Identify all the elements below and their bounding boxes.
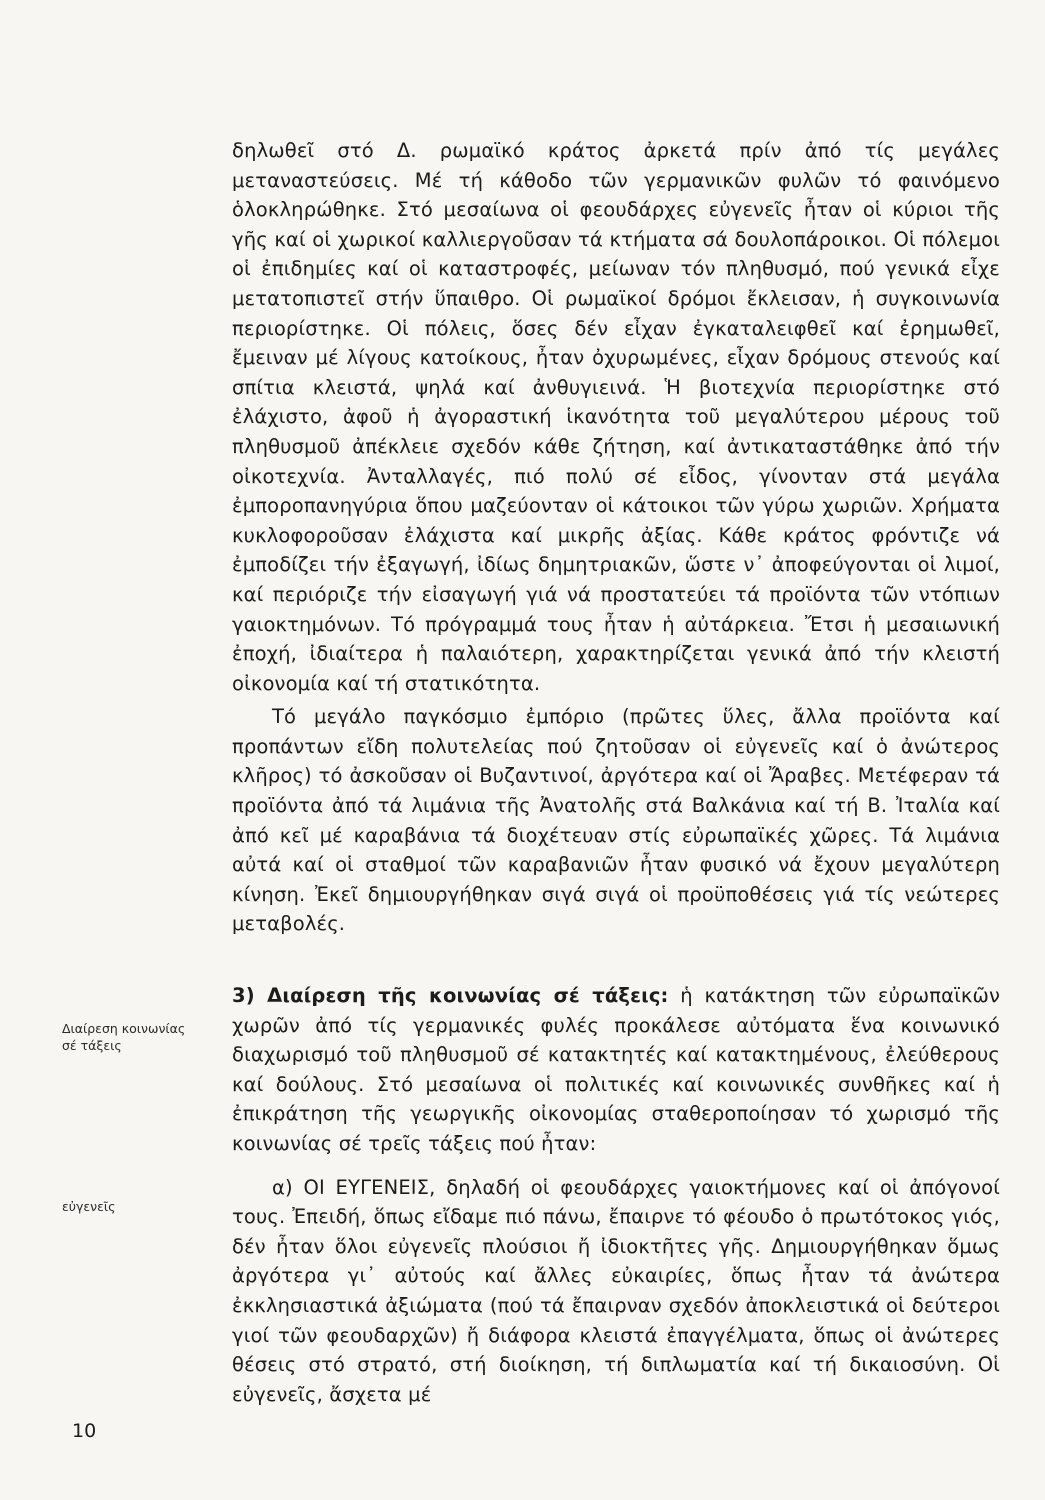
margin-note-nobles: εὐγενεῖς [62, 1199, 116, 1214]
paragraph-nobles: α) ΟΙ ΕΥΓΕΝΕΙΣ, δηλαδή οἱ φεουδάρχες γαιοκτήμονες καί οἱ ἀπόγονοί τους. Ἐπειδή, ὅπως εἴδαμε πιό πάνω, ἔπαιρνε τό φέουδο ὁ πρωτότοκος γιός, δέν ἦταν ὅλοι εὐγενεῖς πλούσιοι ἤ ἰδιοκτῆτες γῆς. Δημιουργήθηκαν ὅμως ἀργότερα γι᾽ αὐτούς καί ἄλλες εὐκαιρίες, ὅπως ἦταν τά ἀνώτερα ἐκκλησιαστικά ἀξιώματα (πού τά ἔπαιρναν σχεδόν ἀποκλειστικά οἱ δεύτεροι γιοί τῶν φεουδαρχῶν) ἤ διάφορα κλειστά ἐπαγγέλματα, ὅπως οἱ ἀνώτερες θέσεις στό στρατό, στή διοίκηση, τή διπλωματία καί τή δικαιοσύνη. Οἱ εὐγενεῖς, ἄσχετα μέ [232, 1175, 1000, 1406]
section-heading-text: ἡ κατάκτηση τῶν εὐρωπαϊκῶν χωρῶν ἀπό τίς γερμανικές φυλές προκάλεσε αὐτόματα ἕνα κοινωνικό διαχωρισμό τοῦ πληθυσμοῦ σέ κατακτητές καί κατακτημένους, ἐλεύθερους καί δούλους. Στό μεσαίωνα οἱ πολιτικές καί κοινωνικές συνθῆκες καί ἡ ἐπικράτηση τῆς γεωργικῆς οἰκονομίας σταθεροποίησαν τό χωρισμό τῆς κοινωνίας σέ τρεῖς τάξεις πού ἦταν: [232, 984, 1000, 1155]
section-heading: 3) Διαίρεση τῆς κοινωνίας σέ τάξεις: [232, 984, 669, 1008]
paragraph-social-classes [232, 981, 1000, 1159]
paragraph-feudal-economy: δηλωθεῖ στό Δ. ρωμαϊκό κράτος ἀρκετά πρίν ἀπό τίς μεγάλες μεταναστεύσεις. Μέ τή κάθοδο τῶν γερμανικῶν φυλῶν τό φαινόμενο ὁλοκληρώθηκε. Στό μεσαίωνα οἱ φεουδάρχες εὐγενεῖς ἦταν οἱ κύριοι τῆς γῆς καί οἱ χωρικοί καλλιεργοῦσαν τά κτήματα σά δουλοπάροικοι. Οἱ πόλεμοι οἱ ἐπιδημίες καί οἱ καταστροφές, μείωναν τόν πληθυσμό, πού γενικά εἶχε μετατοπιστεῖ στήν ὕπαιθρο. Οἱ ρωμαϊκοί δρόμοι ἔκλεισαν, ἡ συγκοινωνία περιορίστηκε. Οἱ πόλεις, ὅσες δέν εἶχαν ἐγκαταλειφθεῖ καί ἐρημωθεῖ, ἔμειναν μέ λίγους κατοίκους, ἦταν ὀχυρωμένες, εἶχαν δρόμους στενούς καί σπίτια κλειστά, ψηλά καί ἀνθυγιεινά. Ἡ βιοτεχνία περιορίστηκε στό ἐλάχιστο, ἀφοῦ ἡ ἀγοραστική ἱκανότητα τοῦ μεγαλύτερου μέρους τοῦ πληθυσμοῦ ἀπέκλειε σχεδόν κάθε ζήτηση, καί ἀντικαταστάθηκε ἀπό τήν οἰκοτεχνία. Ἀνταλλαγές, πιό πολύ σέ εἶδος, γίνονταν στά μεγάλα ἐμποροπανηγύρια ὅπου μαζεύονταν οἱ κάτοικοι τῶν γύρω χωριῶν. Χρήματα κυκλοφοροῦσαν ἐλάχιστα καί μικρῆς ἀξίας. Κάθε κράτος φρόντιζε νά ἐμποδίζει τήν ἐξαγωγή, ἰδίως δημητριακῶν, ὥστε ν᾽ ἀποφεύγονται οἱ λιμοί, καί περιόριζε τήν εἰσαγωγή γιά νά προστατεύει τά προϊόντα τῶν ντόπιων γαιοκτημόνων. Τό πρόγραμμά τους ἦταν ἡ αὐτάρκεια. Ἔτσι ἡ μεσαιωνική ἐποχή, ἰδιαίτερα ἡ παλαιότερη, χαρακτηρίζεται γενικά ἀπό τήν κλειστή οἰκονομία καί τή στατικότητα. [232, 139, 1000, 695]
page-number: 10 [72, 1420, 97, 1442]
paragraph-world-trade: Τό μεγάλο παγκόσμιο ἐμπόριο (πρῶτες ὕλες, ἄλλα προϊόντα καί προπάντων εἴδη πολυτελείας πού ζητοῦσαν οἱ εὐγενεῖς καί ὁ ἀνώτερος κλῆρος) τό ἀσκοῦσαν οἱ Βυζαντινοί, ἀργότερα καί οἱ Ἄραβες. Μετέφεραν τά προϊόντα ἀπό τά λιμάνια τῆς Ἀνατολῆς στά Βαλκάνια καί τή Β. Ἰταλία καί ἀπό κεῖ μέ καραβάνια τά διοχέτευαν στίς εὐρωπαϊκές χῶρες. Τά λιμάνια αὐτά καί οἱ σταθμοί τῶν καραβανιῶν ἦταν φυσικό νά ἔχουν μεγαλύτερη κίνηση. Ἐκεῖ δημιουργήθηκαν σιγά σιγά οἱ προϋποθέσεις γιά τίς νεώτερες μεταβολές. [232, 705, 1000, 936]
margin-note-division: Διαίρεση κοινωνίας σέ τάξεις [62, 1021, 186, 1053]
main-text [232, 136, 1000, 1409]
